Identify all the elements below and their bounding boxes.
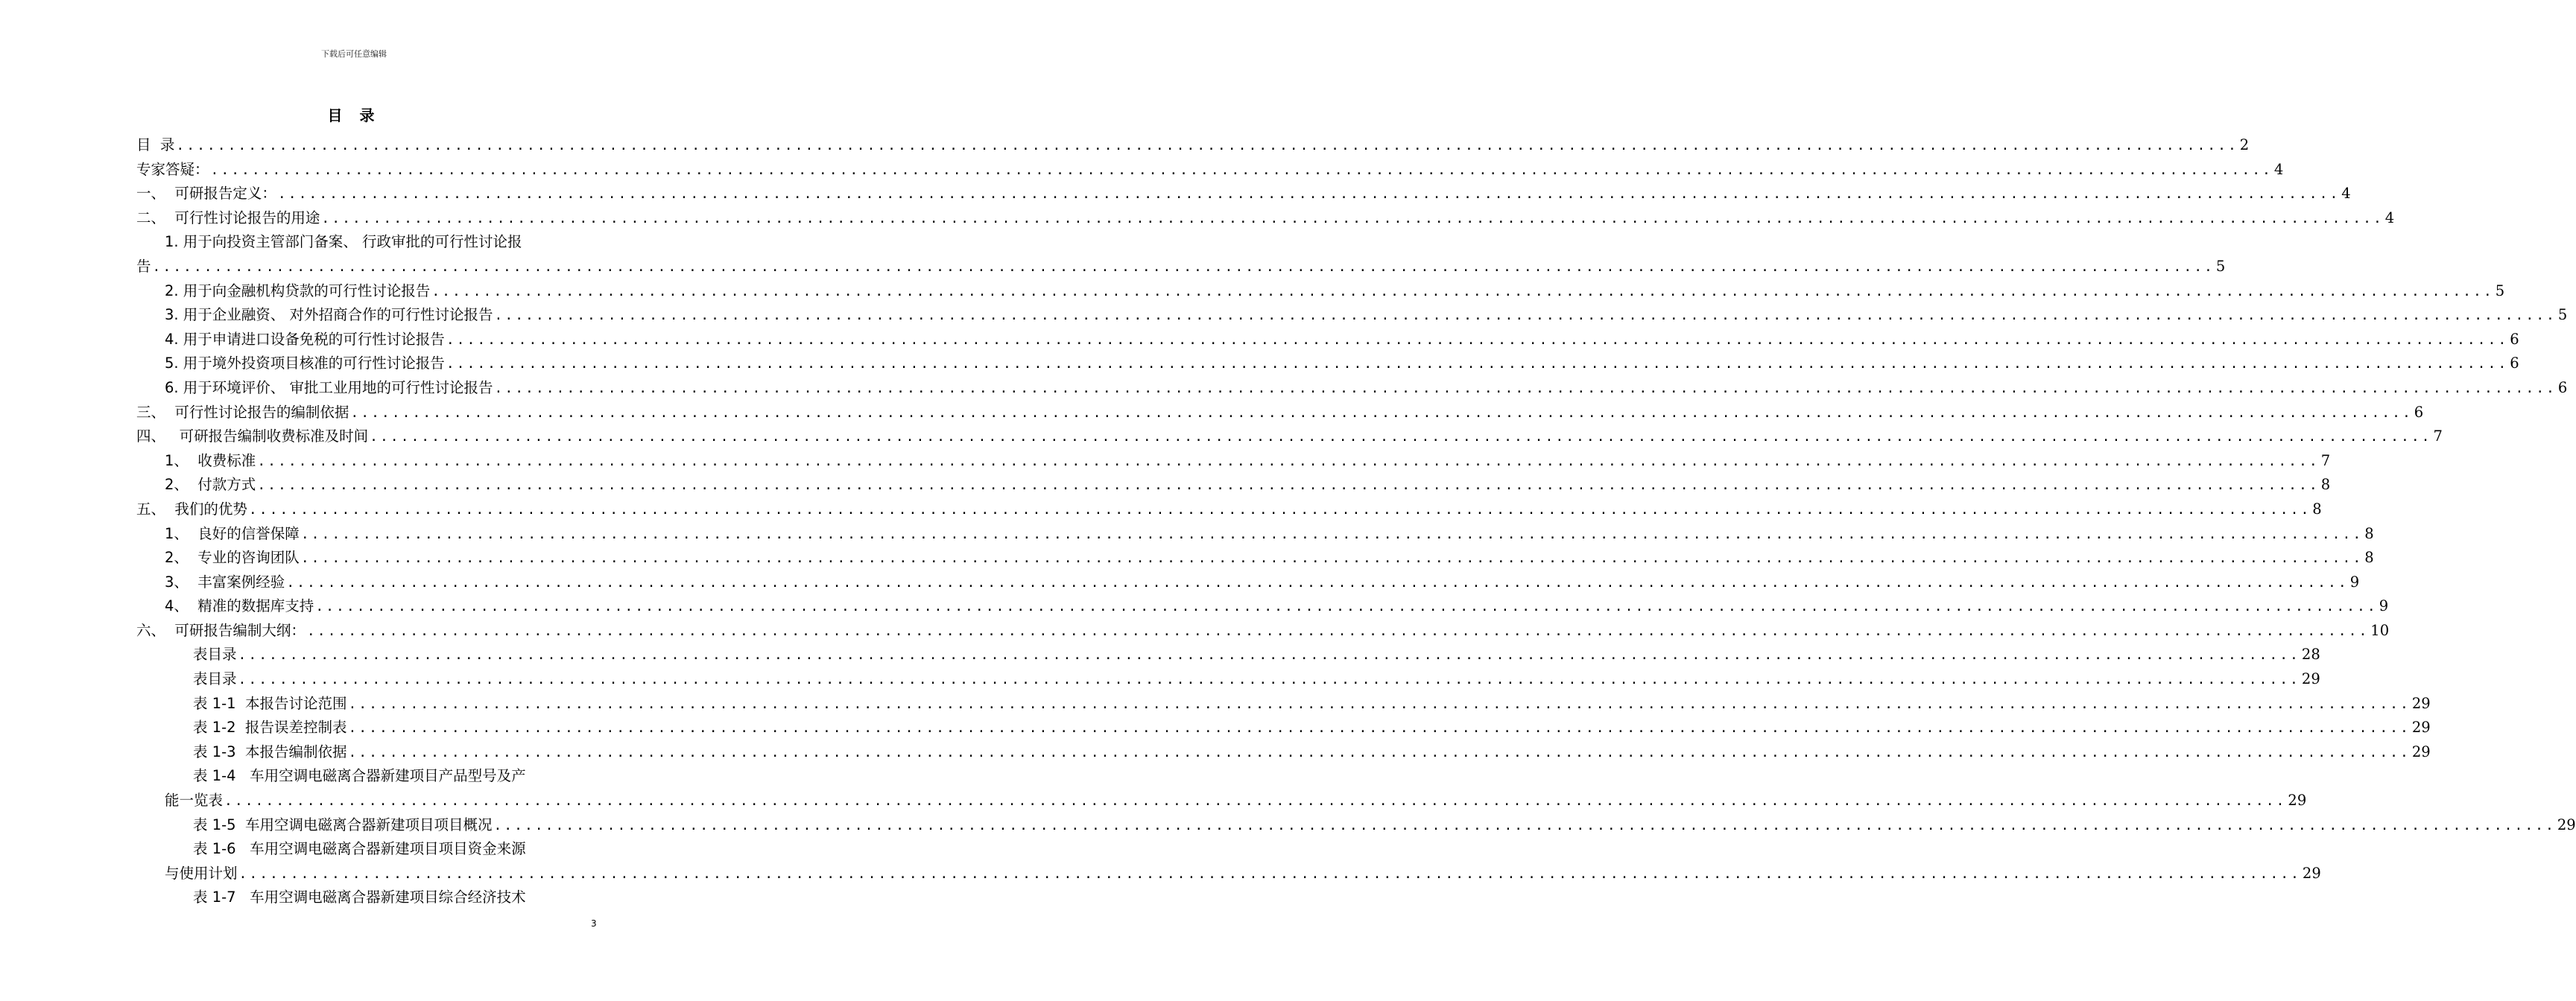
toc-leader-dots: ........................................................................................................................................................................................................ [370, 429, 2432, 445]
toc-entry-label: 目 录 [136, 136, 175, 153]
toc-leader-dots: ........................................................................................................................................................................................................ [238, 865, 2301, 882]
toc-leader-dots: ........................................................................................................................................................................................................ [257, 477, 2320, 494]
toc-entry-page: 9 [2349, 573, 2360, 591]
toc-entry-page: 8 [2364, 549, 2374, 567]
toc-entry-page: 29 [2411, 694, 2431, 712]
toc-entry[interactable] [136, 182, 2351, 206]
toc-entry[interactable] [136, 619, 2390, 644]
toc-entry-label: 3、 丰富案例经验 [165, 573, 285, 591]
toc-entry-label: 与使用计划 [165, 864, 238, 882]
toc-entry-page: 29 [2411, 719, 2431, 737]
toc-entry-label: 5. 用于境外投资项目核准的可行性讨论报告 [165, 355, 445, 372]
toc-entry[interactable] [136, 740, 2431, 765]
toc-entry[interactable] [136, 522, 2374, 547]
toc-leader-dots: ........................................................................................................................................................................................................ [238, 672, 2300, 688]
toc-entry[interactable] [136, 425, 2443, 449]
toc-entry-label: 专家答疑： [136, 160, 209, 178]
toc-leader-dots: ........................................................................................................................................................................................................ [277, 186, 2341, 203]
toc-title: 目 录 [327, 107, 381, 124]
toc-entry-label: 1. 用于向投资主管部门备案、 行政审批的可行性讨论报 [165, 233, 522, 251]
toc-leader-dots: ........................................................................................................................................................................................................ [257, 453, 2320, 469]
toc-entry[interactable] [136, 473, 2331, 498]
toc-entry-label: 表 1-7 车用空调电磁离合器新建项目综合经济技术 [193, 889, 526, 906]
toc-entry[interactable] [136, 255, 2226, 279]
toc-entry-page: 28 [2301, 646, 2320, 664]
toc-entry-label: 4、 精准的数据库支持 [165, 597, 314, 615]
toc-entry-label: 表 1-5 车用空调电磁离合器新建项目项目概况 [193, 816, 493, 833]
toc-entry[interactable] [136, 667, 2320, 692]
toc-entry-page: 2 [2239, 136, 2250, 153]
toc-entry-page: 7 [2433, 428, 2443, 445]
toc-leader-dots: ........................................................................................................................................................................................................ [306, 623, 2370, 639]
toc-entry-label: 1、 收费标准 [165, 451, 256, 469]
page-number: 3 [591, 918, 597, 929]
toc-entry-label: 能一览表 [165, 792, 224, 810]
toc-entry-page: 29 [2557, 816, 2576, 833]
toc-entry-page: 4 [2341, 185, 2351, 203]
toc-entry-page: 5 [2215, 257, 2226, 275]
toc-entry-label: 告 [136, 257, 151, 275]
toc-entry-label: 1、 良好的信誉保障 [165, 524, 300, 542]
toc-entry-page: 8 [2312, 500, 2322, 518]
toc-entry-label: 二、 可行性讨论报告的用途 [136, 209, 320, 226]
toc-leader-dots: ........................................................................................................................................................................................................ [494, 380, 2557, 396]
toc-entry-page: 5 [2557, 306, 2568, 324]
toc-entry-page: 29 [2302, 864, 2321, 882]
toc-leader-dots: ........................................................................................................................................................................................................ [446, 331, 2509, 348]
toc-leader-dots: ........................................................................................................................................................................................................ [248, 501, 2311, 518]
toc-leader-dots: ........................................................................................................................................................................................................ [286, 574, 2349, 591]
toc-entry[interactable] [136, 449, 2331, 474]
toc-entry-page: 29 [2411, 743, 2431, 760]
toc-entry-page: 4 [2384, 209, 2395, 226]
toc-leader-dots: ........................................................................................................................................................................................................ [210, 162, 2273, 178]
toc-entry[interactable] [136, 352, 2519, 376]
toc-entry[interactable] [136, 230, 602, 255]
toc-entry-label: 表目录 [193, 646, 237, 664]
toc-entry-page: 6 [2414, 403, 2424, 421]
toc-entry[interactable] [136, 498, 2322, 522]
toc-entry-page: 5 [2495, 282, 2505, 299]
toc-entry[interactable] [136, 158, 2284, 182]
toc-leader-dots: ........................................................................................................................................................................................................ [224, 793, 2287, 810]
toc-entry-label: 六、 可研报告编制大纲： [136, 621, 306, 639]
toc-entry[interactable] [136, 837, 602, 862]
toc-entry-page: 6 [2510, 330, 2519, 348]
toc-entry[interactable] [136, 594, 2389, 619]
toc-entry[interactable] [136, 764, 602, 789]
toc-entry-label: 表 1-2 报告误差控制表 [193, 719, 347, 737]
toc-entry[interactable] [136, 862, 2321, 886]
toc-entry[interactable] [136, 692, 2431, 716]
page-header: 下载后可任意编辑 [321, 49, 387, 59]
toc-entry-label: 三、 可行性讨论报告的编制依据 [136, 403, 349, 421]
toc-entry-page: 8 [2364, 524, 2374, 542]
toc-leader-dots: ........................................................................................................................................................................................................ [238, 647, 2300, 664]
toc-entry[interactable] [136, 571, 2360, 595]
toc-entry-page: 7 [2320, 451, 2331, 469]
toc-entry-page: 8 [2320, 476, 2331, 494]
toc-entry-page: 6 [2557, 378, 2568, 396]
toc-entry[interactable] [136, 546, 2374, 571]
toc-leader-dots: ........................................................................................................................................................................................................ [300, 526, 2364, 542]
toc-entry-label: 3. 用于企业融资、 对外招商合作的可行性讨论报告 [165, 306, 493, 324]
toc-entry-label: 4. 用于申请进口设备免税的可行性讨论报告 [165, 330, 445, 348]
toc-entry-label: 2、 专业的咨询团队 [165, 549, 300, 567]
toc-leader-dots: ........................................................................................................................................................................................................ [494, 308, 2557, 324]
toc-entry[interactable] [136, 789, 2307, 813]
toc-entry-label: 一、 可研报告定义： [136, 185, 276, 203]
toc-leader-dots: ........................................................................................................................................................................................................ [321, 210, 2384, 226]
toc-leader-dots: ........................................................................................................................................................................................................ [176, 138, 2238, 153]
toc-leader-dots: ........................................................................................................................................................................................................ [152, 258, 2215, 275]
toc-entry[interactable] [136, 303, 2568, 328]
toc-entry[interactable] [136, 279, 2505, 304]
toc-leader-dots: ........................................................................................................................................................................................................ [348, 696, 2411, 712]
toc-entry[interactable] [136, 133, 2250, 158]
toc-entry[interactable] [136, 376, 2568, 401]
toc-entry-label: 表目录 [193, 670, 237, 688]
toc-entry[interactable] [136, 328, 2519, 352]
toc-entry-label: 表 1-6 车用空调电磁离合器新建项目项目资金来源 [193, 840, 526, 858]
toc-entry-label: 表 1-1 本报告讨论范围 [193, 694, 347, 712]
toc-leader-dots: ........................................................................................................................................................................................................ [493, 817, 2556, 833]
toc-entry-page: 6 [2510, 355, 2519, 372]
toc-leader-dots: ........................................................................................................................................................................................................ [348, 744, 2411, 760]
toc-leader-dots: ........................................................................................................................................................................................................ [446, 356, 2509, 372]
toc-entry-label: 表 1-3 本报告编制依据 [193, 743, 347, 760]
toc-entry-page: 4 [2273, 160, 2284, 178]
toc-entry[interactable] [136, 886, 602, 910]
toc-entry-label: 五、 我们的优势 [136, 500, 247, 518]
toc-entry[interactable] [136, 401, 2424, 425]
toc-leader-dots: ........................................................................................................................................................................................................ [300, 550, 2364, 567]
toc-entry-page: 10 [2370, 621, 2390, 639]
toc-entry-label: 6. 用于环境评价、 审批工业用地的可行性讨论报告 [165, 378, 493, 396]
toc-leader-dots: ........................................................................................................................................................................................................ [315, 599, 2378, 615]
toc-entry[interactable] [136, 813, 2576, 838]
toc-entry-page: 29 [2301, 670, 2320, 688]
toc-entry[interactable] [136, 643, 2320, 667]
toc-entry-label: 2. 用于向金融机构贷款的可行性讨论报告 [165, 282, 431, 299]
toc-entry-label: 2、 付款方式 [165, 476, 256, 494]
toc-entry[interactable] [136, 716, 2431, 740]
toc-entry-label: 表 1-4 车用空调电磁离合器新建项目产品型号及产 [193, 767, 526, 785]
toc-entry[interactable] [136, 206, 2395, 231]
toc-entry-page: 29 [2288, 792, 2307, 810]
toc-entry-label: 四、 可研报告编制收费标准及时间 [136, 428, 369, 445]
toc-leader-dots: ........................................................................................................................................................................................................ [431, 283, 2494, 299]
table-of-contents [136, 133, 2576, 910]
toc-leader-dots: ........................................................................................................................................................................................................ [348, 720, 2411, 737]
toc-leader-dots: ........................................................................................................................................................................................................ [350, 404, 2413, 421]
toc-entry-page: 9 [2379, 597, 2389, 615]
